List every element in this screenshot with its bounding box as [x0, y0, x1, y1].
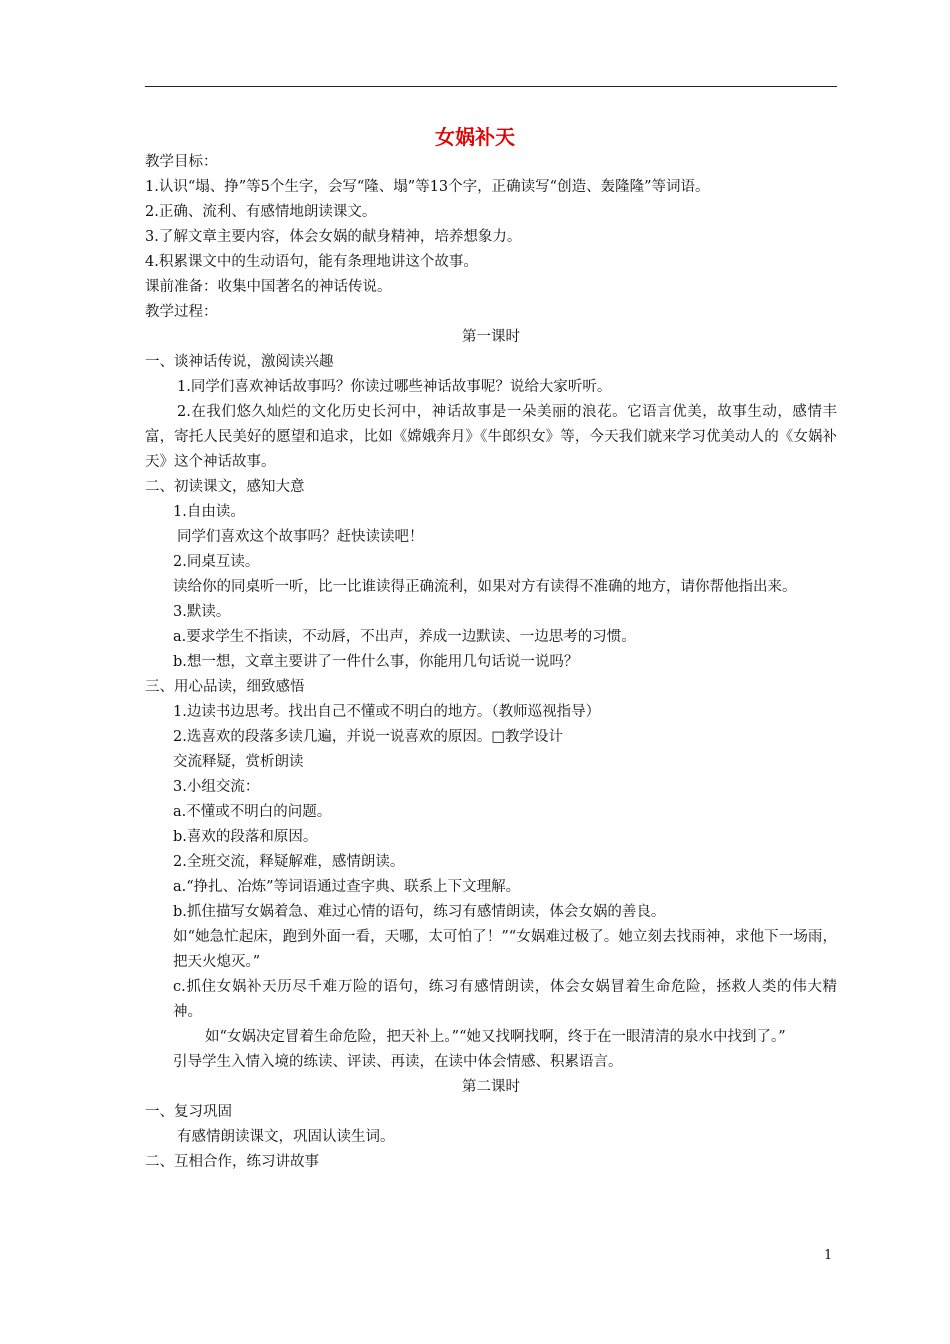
- text-line: 二、初读课文，感知大意: [145, 479, 305, 495]
- text-line: 2.在我们悠久灿烂的文化历史长河中，神话故事是一朵美丽的浪花。它语言优美，故事生动，感情丰富，寄托人民美好的愿望和追求，比如《嫦娥奔月》《牛郎织女》等，今天我们就来学习优美动人的《女娲补天》这个神话故事。: [145, 404, 837, 470]
- text-line: b.抓住描写女娲着急、难过心情的语句，练习有感情朗读，体会女娲的善良。: [173, 904, 666, 920]
- text-line: 2.正确、流利、有感情地朗读课文。: [145, 204, 377, 220]
- text-line: a.要求学生不指读，不动唇，不出声，养成一边默读、一边思考的习惯。: [173, 629, 636, 645]
- text-line: 三、用心品读，细致感悟: [145, 679, 305, 695]
- text-line: 3.默读。: [173, 604, 231, 620]
- text-line: 课前准备：收集中国著名的神话传说。: [145, 279, 392, 295]
- text-line: 教学目标：: [145, 154, 218, 170]
- text-line: 一、谈神话传说，激阅读兴趣: [145, 354, 334, 370]
- text-line: 有感情朗读课文，巩固认读生词。: [177, 1129, 395, 1145]
- text-line: 3.小组交流：: [173, 779, 260, 795]
- text-line: 2.全班交流，释疑解难，感情朗读。: [173, 854, 405, 870]
- page-number: 1: [824, 1248, 833, 1263]
- text-line: 第二课时: [462, 1079, 520, 1095]
- text-line: 1.自由读。: [173, 504, 245, 520]
- text-line: c.抓住女娲补天历尽千难万险的语句，练习有感情朗读，体会女娲冒着生命危险，拯救人类的伟大精神。: [173, 979, 837, 1020]
- text-line: b.想一想，文章主要讲了一件什么事，你能用几句话说一说吗？: [173, 654, 579, 670]
- text-line: 读给你的同桌听一听，比一比谁读得正确流利，如果对方有读得不准确的地方，请你帮他指出来。: [173, 579, 797, 595]
- text-line: 一、复习巩固: [145, 1104, 232, 1120]
- text-line: 第一课时: [462, 329, 520, 345]
- header-rule: [145, 86, 837, 87]
- page-title: 女娲补天: [435, 125, 515, 149]
- text-line: 4.积累课文中的生动语句，能有条理地讲这个故事。: [145, 254, 478, 270]
- text-line: 2.选喜欢的段落多读几遍，并说一说喜欢的原因。□教学设计: [173, 729, 564, 745]
- text-line: 3.了解文章主要内容，体会女娲的献身精神，培养想象力。: [145, 229, 522, 245]
- text-line: 1.边读书边思考。找出自己不懂或不明白的地方。（教师巡视指导）: [173, 704, 601, 720]
- text-line: a.“挣扎、冶炼”等词语通过查字典、联系上下文理解。: [173, 879, 521, 895]
- document-body: [145, 150, 837, 1175]
- text-line: 二、互相合作，练习讲故事: [145, 1154, 319, 1170]
- text-line: a.不懂或不明白的问题。: [173, 804, 332, 820]
- text-line: b.喜欢的段落和原因。: [173, 829, 318, 845]
- text-line: 如“她急忙起床，跑到外面一看，天哪，太可怕了！”“女娲难过极了。她立刻去找雨神，求他下一场雨，把天火熄灭。”: [173, 929, 837, 970]
- text-line: 1.认识“塌、挣”等5个生字，会写“隆、塌”等13个字，正确读写“创造、轰隆隆”等词语。: [145, 179, 710, 195]
- text-line: 2.同桌互读。: [173, 554, 260, 570]
- text-line: 交流释疑，赏析朗读: [173, 754, 304, 770]
- text-line: 1.同学们喜欢神话故事吗？你读过哪些神话故事呢？说给大家听听。: [177, 379, 612, 395]
- text-line: 教学过程：: [145, 304, 218, 320]
- text-line: 同学们喜欢这个故事吗？赶快读读吧！: [177, 529, 424, 545]
- text-line: 引导学生入情入境的练读、评读、再读，在读中体会情感、积累语言。: [173, 1054, 623, 1070]
- text-line: 如“女娲决定冒着生命危险，把天补上。”“她又找啊找啊，终于在一眼清清的泉水中找到了。”: [205, 1029, 786, 1045]
